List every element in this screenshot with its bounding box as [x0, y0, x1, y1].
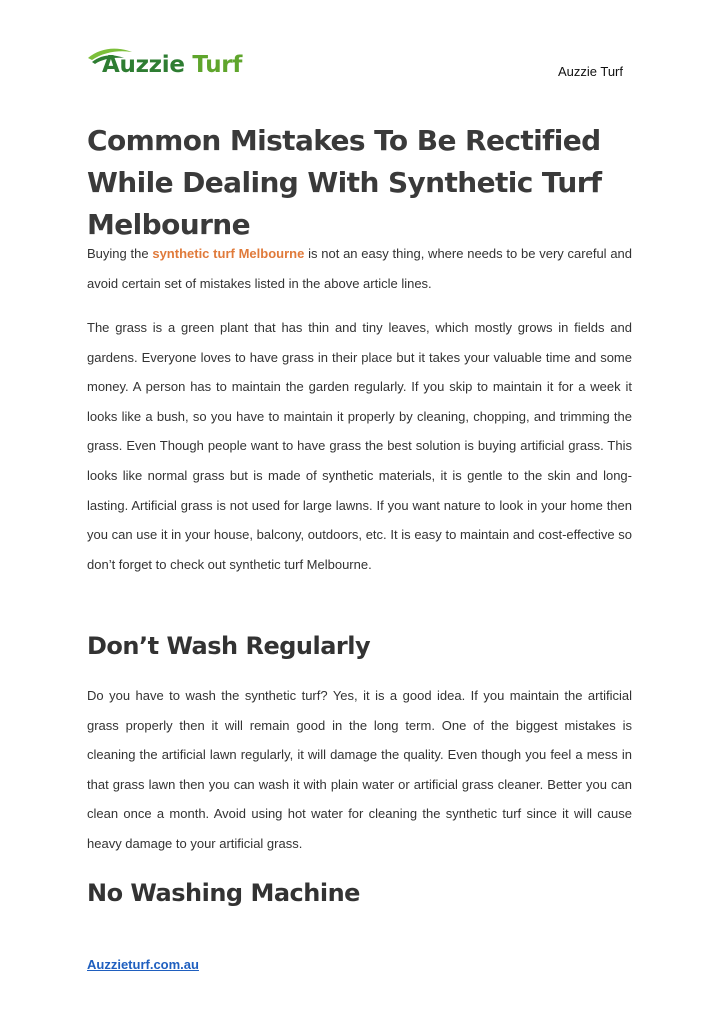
- intro-paragraph: [87, 239, 632, 298]
- logo-wordmark-part1: Auzzie: [102, 52, 185, 78]
- synthetic-turf-link[interactable]: synthetic turf Melbourne: [152, 246, 305, 261]
- footer-website-link[interactable]: Auzzieturf.com.au: [87, 957, 199, 972]
- body-paragraph-grass: The grass is a green plant that has thin and tiny leaves, which mostly grows in fields and gardens. Everyone loves to have grass in their place but it takes your valuable time and some money. A person has to maintain the garden regularly. If you skip to maintain it for a week it looks like a bush, so you have to maintain it properly by cleaning, chopping, and trimming the grass. Even Though people want to have grass the best solution is buying artificial grass. This looks like normal grass but is made of synthetic materials, it is gentle to the skin and long-lasting. Artificial grass is not used for large lawns. If you want nature to look in your home then you can use it in your house, balcony, outdoors, etc. It is easy to maintain and cost-effective so don’t forget to check out synthetic turf Melbourne.: [87, 320, 632, 572]
- article-title: Common Mistakes To Be Rectified While Dealing With Synthetic Turf Melbourne: [87, 124, 602, 241]
- section-heading-dont-wash: Don’t Wash Regularly: [87, 632, 371, 660]
- logo-wordmark: [102, 52, 242, 78]
- header-site-name: Auzzie Turf: [557, 64, 623, 79]
- intro-text-after-link: is not an easy thing, where needs to be very careful and avoid certain set of mistakes listed in the above article lines.: [87, 246, 633, 291]
- brand-logo[interactable]: [86, 42, 243, 82]
- logo-wordmark-part2: Turf: [192, 52, 243, 78]
- body-paragraph-washing: Do you have to wash the synthetic turf? Yes, it is a good idea. If you maintain the artificial grass properly then it will remain good in the long term. One of the biggest mistakes is cleaning the artificial lawn regularly, it will damage the quality. Even though you feel a mess in that grass lawn then you can wash it with plain water or artificial grass cleaner. Better you can clean once a month. Avoid using hot water for cleaning the synthetic turf since it will cause heavy damage to your artificial grass.: [87, 688, 632, 851]
- intro-text-before-link: Buying the: [87, 246, 153, 261]
- section-heading-no-washing-machine: No Washing Machine: [87, 879, 360, 907]
